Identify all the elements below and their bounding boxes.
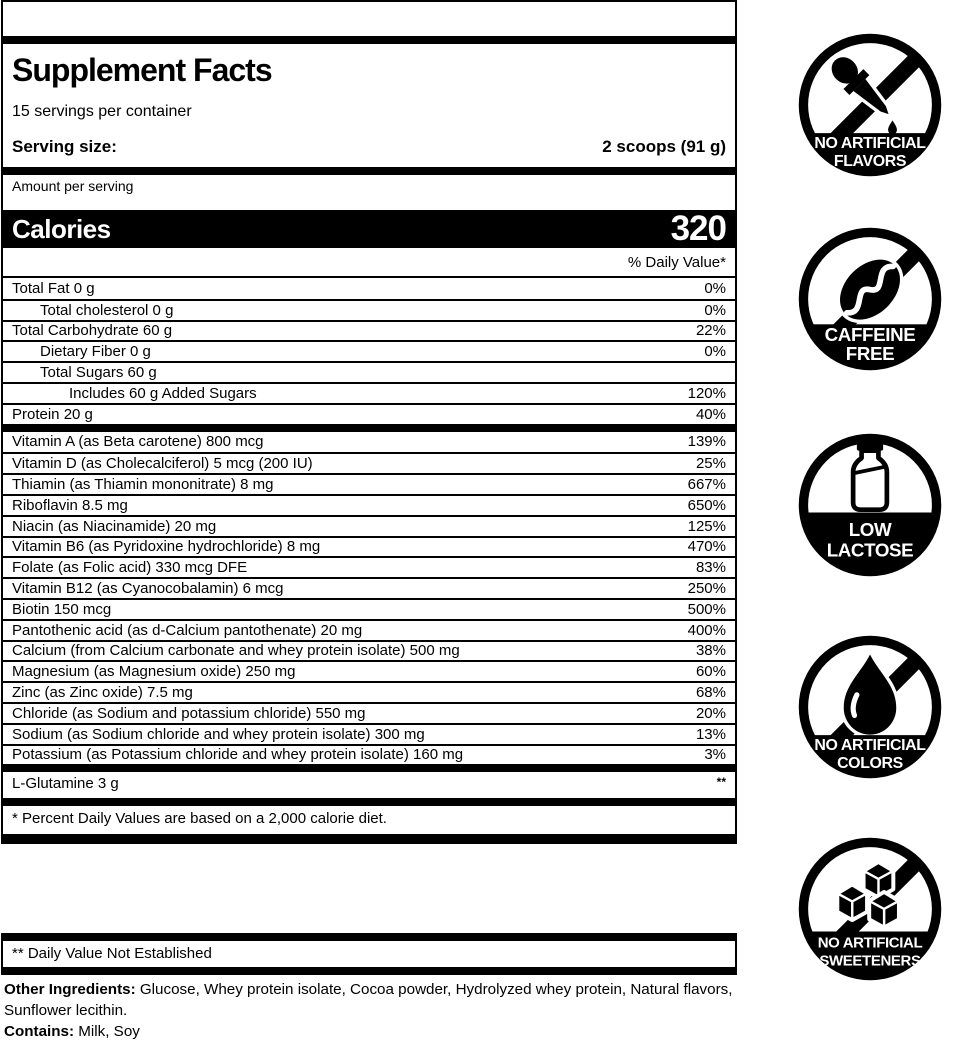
nutrient-label: Pantothenic acid (as d-Calcium pantothenate) 20 mg — [12, 621, 363, 639]
nutrient-label: Includes 60 g Added Sugars — [69, 384, 257, 402]
nutrient-label: Zinc (as Zinc oxide) 7.5 mg — [12, 684, 193, 702]
table-row — [3, 536, 735, 557]
other-ingredients-list: Glucose, Whey protein isolate, Cocoa powder, Hydrolyzed whey protein, Natural flavors, Sunflower lecithin. — [4, 981, 733, 1019]
nutrient-label: Chloride (as Sodium and potassium chloride) 550 mg — [12, 704, 366, 722]
badge-line2: COLORS — [837, 754, 903, 772]
badge-line2: FLAVORS — [833, 152, 907, 170]
daily-value-header: % Daily Value* — [3, 248, 735, 278]
nutrient-value: 20% — [695, 704, 726, 722]
contains-list: Milk, Soy — [74, 1023, 140, 1040]
divider-bar — [3, 798, 735, 806]
table-row — [3, 723, 735, 744]
nutrient-value: 68% — [695, 684, 726, 702]
contains-label: Contains: — [4, 1023, 75, 1040]
badge-line2: FREE — [845, 342, 895, 364]
serving-size-value: 2 scoops (91 g) — [602, 137, 726, 156]
contains-line — [4, 1021, 754, 1042]
ingredients-block — [4, 979, 754, 1042]
table-row — [3, 556, 735, 577]
table-row — [3, 320, 735, 341]
badge-line2: LACTOSE — [826, 539, 914, 561]
nutrient-value: 3% — [704, 746, 726, 764]
nutrient-value: 40% — [695, 405, 726, 423]
nutrient-label: Biotin 150 mcg — [12, 600, 112, 618]
panel-top-spacer — [3, 2, 735, 44]
table-row — [3, 403, 735, 424]
serving-size-row — [12, 137, 726, 157]
micro-rows — [3, 432, 735, 765]
table-row — [3, 452, 735, 473]
dv-not-established-panel — [1, 933, 737, 975]
other-ingredients-label: Other Ingredients: — [4, 981, 136, 998]
badge-no-artificial-colors — [795, 632, 945, 782]
dv-not-established-text: ** Daily Value Not Established — [12, 945, 212, 962]
divider-bar — [3, 834, 735, 842]
table-row — [3, 432, 735, 453]
badge-line1: NO ARTIFICIAL — [814, 737, 926, 755]
table-row — [3, 473, 735, 494]
page-title: Supplement Facts — [12, 52, 272, 88]
divider-bar — [3, 167, 735, 175]
nutrient-label: Riboflavin 8.5 mg — [12, 496, 128, 514]
table-row — [3, 598, 735, 619]
nutrient-label: Calcium (from Calcium carbonate and whey protein isolate) 500 mg — [12, 642, 460, 660]
nutrient-label: Dietary Fiber 0 g — [40, 343, 151, 361]
nutrient-label: Total Carbohydrate 60 g — [12, 322, 173, 340]
daily-value-footnote: * Percent Daily Values are based on a 2,000 calorie diet. — [12, 810, 387, 828]
nutrient-value: 13% — [695, 725, 726, 743]
table-row — [3, 515, 735, 536]
calories-row — [3, 210, 735, 248]
nutrient-value: 667% — [687, 476, 726, 494]
table-row — [3, 382, 735, 403]
nutrient-label: Folate (as Folic acid) 330 mcg DFE — [12, 559, 248, 577]
glutamine-row — [3, 772, 735, 798]
nutrient-label: Vitamin B6 (as Pyridoxine hydrochloride) 8 mg — [12, 538, 321, 556]
divider-bar — [3, 967, 735, 975]
nutrient-label: Vitamin B12 (as Cyanocobalamin) 6 mcg — [12, 580, 284, 598]
nutrient-label: Total Fat 0 g — [12, 279, 95, 297]
nutrient-value: 650% — [687, 496, 726, 514]
table-row — [3, 702, 735, 723]
nutrient-value: 120% — [687, 384, 726, 402]
table-row — [3, 619, 735, 640]
table-row — [3, 681, 735, 702]
nutrient-value: 125% — [687, 517, 726, 535]
nutrient-label: Total Sugars 60 g — [40, 364, 157, 382]
table-row — [3, 660, 735, 681]
badge-svg — [795, 632, 945, 782]
nutrient-label: Thiamin (as Thiamin mononitrate) 8 mg — [12, 476, 274, 494]
table-row — [3, 361, 735, 382]
badge-low-lactose — [795, 430, 945, 580]
nutrient-value: 139% — [687, 433, 726, 451]
badge-svg — [795, 224, 945, 374]
calories-value: 320 — [670, 209, 726, 248]
nutrient-value: 38% — [695, 642, 726, 660]
calories-label: Calories — [12, 213, 111, 244]
nutrient-label: Potassium (as Potassium chloride and whey protein isolate) 160 mg — [12, 746, 464, 764]
badge-svg — [795, 834, 945, 984]
macro-rows — [3, 278, 735, 424]
nutrient-value: 0% — [704, 301, 726, 319]
amount-per-serving: Amount per serving — [12, 178, 134, 194]
table-row — [3, 640, 735, 661]
table-row — [3, 278, 735, 299]
nutrient-label: L-Glutamine 3 g — [12, 775, 119, 793]
nutrient-value: 25% — [695, 455, 726, 473]
badge-line1: NO ARTIFICIAL — [814, 135, 926, 153]
nutrient-label: Magnesium (as Magnesium oxide) 250 mg — [12, 663, 296, 681]
nutrient-value: 500% — [687, 600, 726, 618]
nutrient-value: 0% — [704, 343, 726, 361]
nutrient-value: ** — [716, 775, 726, 790]
badge-line2: SWEETENERS — [819, 952, 921, 970]
nutrient-label: Vitamin D (as Cholecalciferol) 5 mcg (200 IU) — [12, 455, 313, 473]
nutrient-value: 60% — [695, 663, 726, 681]
nutrient-label: Sodium (as Sodium chloride and whey protein isolate) 300 mg — [12, 725, 425, 743]
divider-bar — [3, 933, 735, 941]
table-row — [3, 577, 735, 598]
supplement-facts-panel — [1, 0, 737, 844]
nutrient-value: 22% — [695, 322, 726, 340]
nutrient-value: 400% — [687, 621, 726, 639]
badge-svg — [795, 430, 945, 580]
other-ingredients-line — [4, 979, 754, 1021]
nutrient-value: 470% — [687, 538, 726, 556]
nutrient-label: Niacin (as Niacinamide) 20 mg — [12, 517, 217, 535]
nutrient-value: 83% — [695, 559, 726, 577]
nutrient-label: Total cholesterol 0 g — [40, 301, 174, 319]
nutrient-value: 250% — [687, 580, 726, 598]
table-row — [3, 494, 735, 515]
badge-no-artificial-sweeteners — [795, 834, 945, 984]
table-row — [3, 340, 735, 361]
nutrient-label: Protein 20 g — [12, 405, 93, 423]
badge-line1: NO ARTIFICIAL — [817, 934, 923, 952]
nutrient-value: 0% — [704, 279, 726, 297]
badge-no-artificial-flavors — [795, 30, 945, 180]
divider-bar — [3, 764, 735, 772]
serving-size-label: Serving size: — [12, 137, 117, 156]
badge-line1: LOW — [848, 518, 892, 540]
panel-header — [3, 44, 735, 167]
badge-line1: CAFFEINE — [824, 324, 916, 346]
nutrient-label: Vitamin A (as Beta carotene) 800 mcg — [12, 433, 264, 451]
badge-caffeine-free — [795, 224, 945, 374]
badge-svg — [795, 30, 945, 180]
servings-per-container: 15 servings per container — [12, 103, 192, 120]
table-row — [3, 299, 735, 320]
table-row — [3, 744, 735, 765]
divider-bar — [3, 424, 735, 432]
